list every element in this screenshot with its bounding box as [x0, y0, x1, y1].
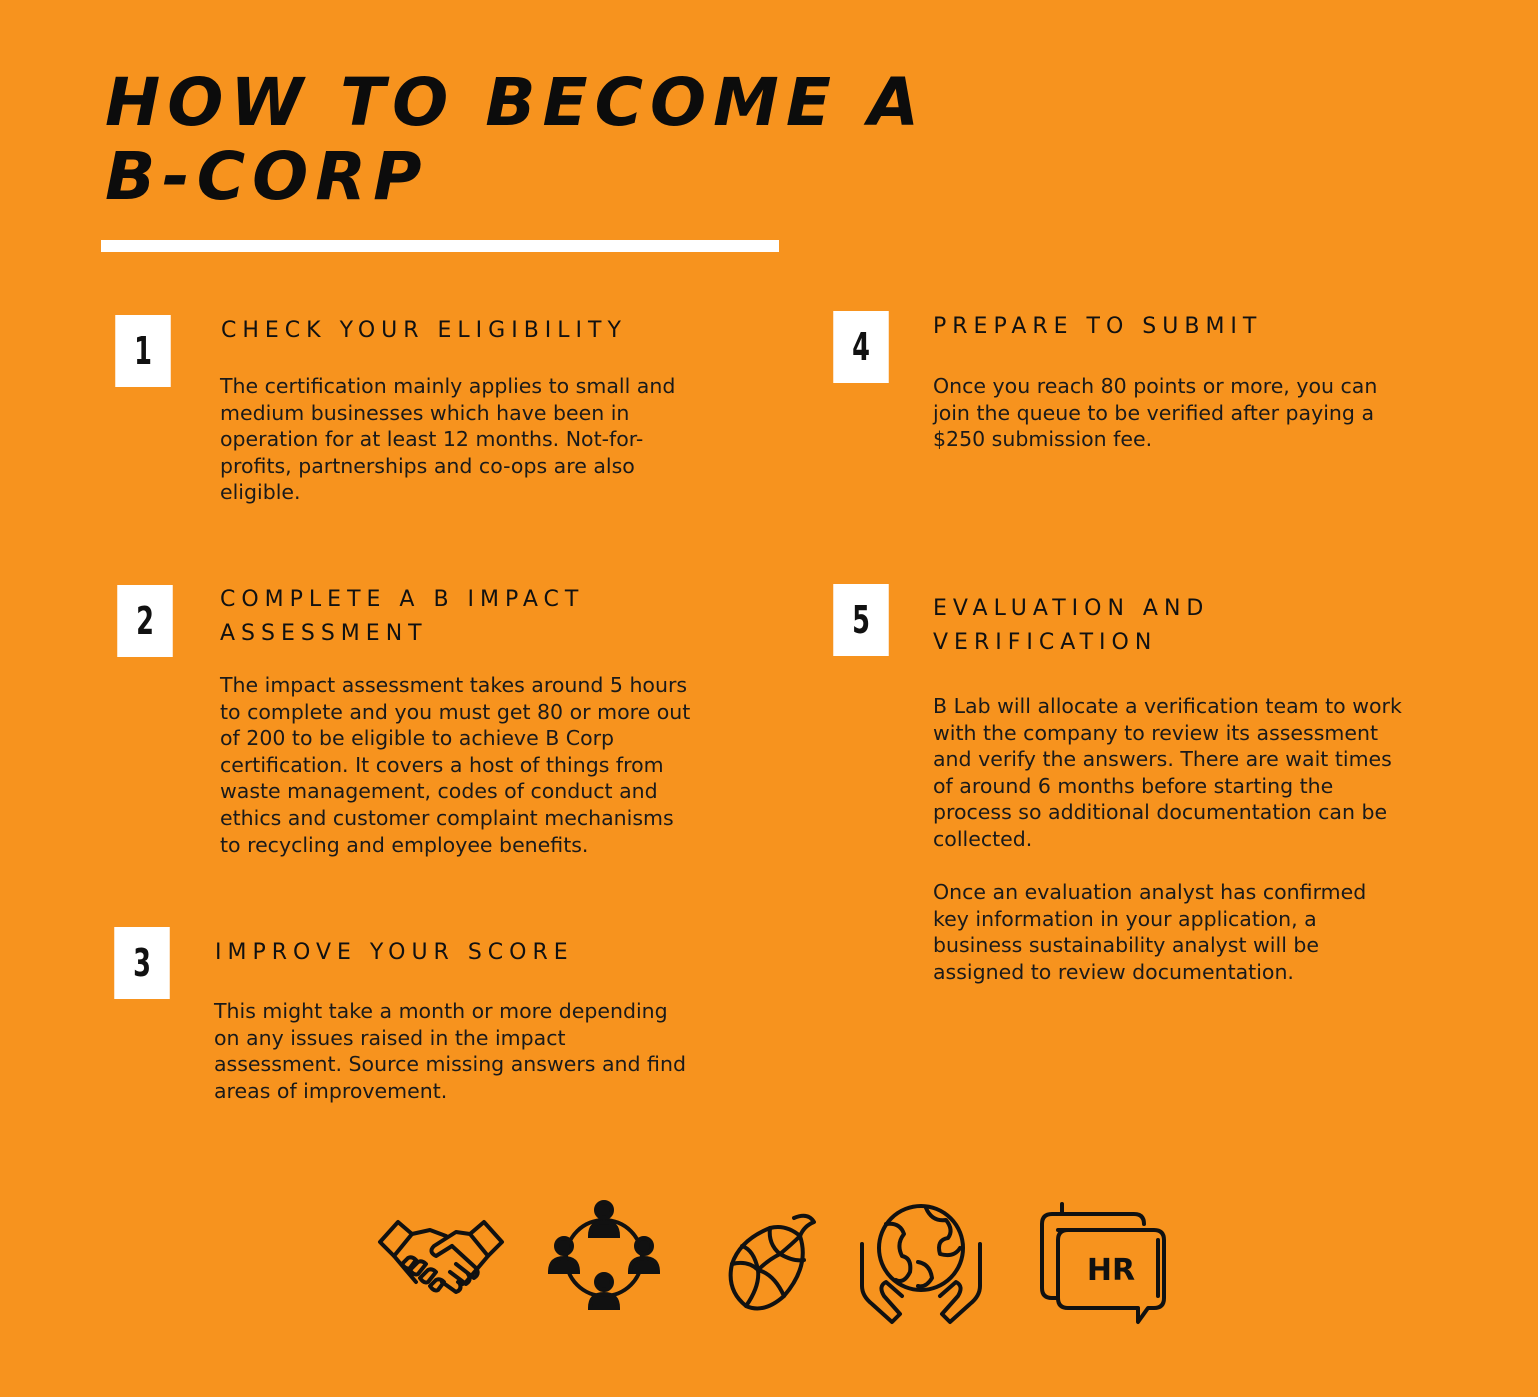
- step-4-heading: PREPARE TO SUBMIT: [933, 314, 1263, 339]
- step-2-heading: COMPLETE A B IMPACT ASSESSMENT: [220, 587, 585, 646]
- handshake-icon: [376, 1212, 506, 1302]
- step-2-body: [220, 672, 695, 858]
- title-underline: [101, 240, 779, 252]
- hr-chat-label: HR: [1086, 1253, 1136, 1288]
- step-3-number: 3: [114, 927, 170, 999]
- step-4-paragraph: Once you reach 80 points or more, you can join the queue to be verified after paying a $250 submission fee.: [933, 374, 1378, 452]
- page-title: [105, 66, 926, 214]
- globe-in-hands-icon: [856, 1200, 986, 1330]
- step-2-number: 2: [117, 585, 173, 657]
- step-3-paragraph: This might take a month or more depending on any issues raised in the impact assessment. Source missing answers and find areas of improvement.: [214, 999, 686, 1103]
- step-2-paragraph: The impact assessment takes around 5 hours to complete and you must get 80 or more out of 200 to be eligible to achieve B Corp certification. It covers a host of things from waste management, codes of conduct and ethics and customer complaint mechanisms to recycling and employee benefits.: [220, 673, 691, 857]
- step-5-heading: EVALUATION AND VERIFICATION: [933, 596, 1210, 655]
- page-title-line-2: B-CORP: [105, 138, 429, 215]
- step-4-number: 4: [833, 311, 889, 383]
- step-5-body: [933, 693, 1408, 986]
- step-5-paragraph-1: B Lab will allocate a verification team to work with the company to review its assessment and verify the answers. There are wait times of around 6 months before starting the process so additional documentation can be collected.: [933, 694, 1402, 851]
- step-1-paragraph: The certification mainly applies to small and medium businesses which have been in operation for at least 12 months. Not-for-profits, partnerships and co-ops are also eligible.: [220, 374, 676, 505]
- step-3-body: [214, 998, 689, 1104]
- step-5-number: 5: [833, 584, 889, 656]
- step-1-number: 1: [115, 315, 171, 387]
- icon-row: [0, 1190, 1538, 1340]
- hr-chat-icon: [1038, 1200, 1173, 1335]
- step-3-heading: IMPROVE YOUR SCORE: [215, 940, 574, 965]
- step-1-heading: CHECK YOUR ELIGIBILITY: [221, 318, 627, 343]
- step-5-paragraph-2: Once an evaluation analyst has confirmed key information in your application, a business sustainability analyst will be assigned to review documentation.: [933, 880, 1367, 984]
- step-4-body: [933, 373, 1408, 453]
- people-network-icon: [548, 1200, 660, 1320]
- step-1-body: [220, 373, 695, 506]
- hop-icon: [724, 1210, 819, 1315]
- page-title-line-1: HOW TO BECOME A: [105, 64, 926, 141]
